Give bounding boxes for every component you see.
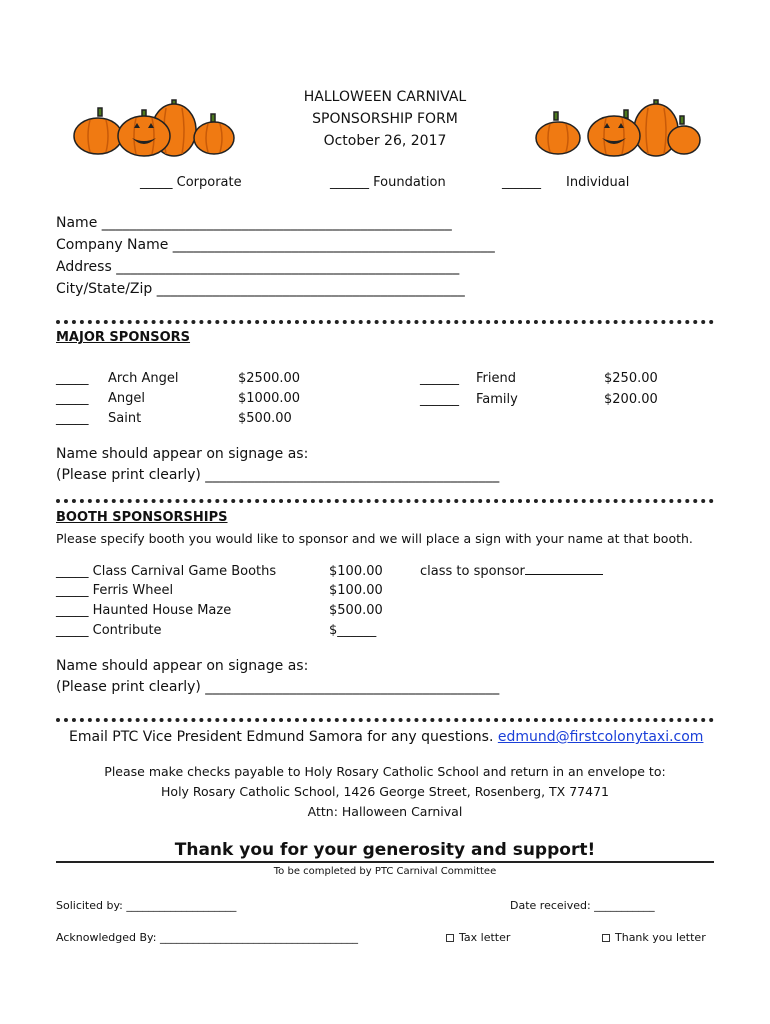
committee-note: To be completed by PTC Carnival Committee [273, 866, 497, 877]
booth-price-contribute[interactable]: $______ [329, 623, 377, 638]
major-sponsors-heading: MAJOR SPONSORS [56, 330, 191, 345]
tax-letter-label: Tax letter [459, 931, 511, 944]
corporate-option[interactable]: _____ Corporate [140, 175, 242, 190]
checks-payable-line: Please make checks payable to Holy Rosary Catholic School and return in an envelope to: [104, 764, 666, 779]
email-link[interactable]: edmund@firstcolonytaxi.com [497, 729, 704, 745]
friend-label: Friend [476, 371, 516, 386]
saint-label: Saint [108, 411, 142, 426]
tax-letter-option[interactable] [446, 931, 510, 944]
saint-price: $500.00 [238, 411, 292, 426]
section-divider [56, 718, 714, 722]
class-to-sponsor-label: class to sponsor [420, 564, 525, 579]
solicited-by-field[interactable]: Solicited by: ____________________ [56, 899, 237, 912]
booth-item-ferris-wheel[interactable]: _____ Ferris Wheel [56, 583, 174, 598]
school-address-line: Holy Rosary Catholic School, 1426 George Street, Rosenberg, TX 77471 [161, 784, 609, 799]
thank-you-letter-option[interactable] [602, 931, 706, 944]
friend-price: $250.00 [604, 371, 658, 386]
thank-you-message: Thank you for your generosity and support! [174, 840, 596, 860]
arch-angel-price: $2500.00 [238, 371, 301, 386]
booth-item-haunted-house[interactable]: _____ Haunted House Maze [56, 603, 232, 618]
company-name-field[interactable]: Company Name ______________________________________________ [56, 237, 495, 253]
booth-signage-field[interactable]: (Please print clearly) __________________________________________ [56, 679, 500, 695]
date-received-field[interactable]: Date received: ___________ [510, 899, 655, 912]
form-subtitle: SPONSORSHIP FORM [312, 111, 458, 127]
pumpkins-left-illustration [68, 98, 238, 158]
attention-line: Attn: Halloween Carnival [307, 804, 463, 819]
individual-option: Individual [566, 175, 630, 190]
major-signage-field[interactable]: (Please print clearly) __________________________________________ [56, 467, 500, 483]
form-title: HALLOWEEN CARNIVAL [303, 89, 467, 105]
booth-price-haunted-house: $500.00 [329, 603, 383, 618]
angel-price: $1000.00 [238, 391, 301, 406]
arch-angel-blank[interactable]: _____ [56, 371, 89, 386]
family-blank[interactable]: ______ [420, 392, 459, 407]
individual-blank[interactable]: ______ [502, 175, 541, 190]
name-field[interactable]: Name __________________________________________________ [56, 215, 452, 231]
angel-blank[interactable]: _____ [56, 391, 89, 406]
booth-item-contribute[interactable]: _____ Contribute [56, 623, 162, 638]
major-signage-label: Name should appear on signage as: [56, 446, 309, 462]
friend-blank[interactable]: ______ [420, 371, 459, 386]
foundation-option[interactable]: ______ Foundation [330, 175, 446, 190]
address-field[interactable]: Address _________________________________________________ [56, 259, 460, 275]
arch-angel-label: Arch Angel [108, 371, 179, 386]
pumpkins-right-illustration [534, 98, 704, 158]
saint-blank[interactable]: _____ [56, 411, 89, 426]
booth-item-game-booths[interactable]: _____ Class Carnival Game Booths [56, 564, 277, 579]
thank-you-rule [56, 861, 714, 863]
family-label: Family [476, 392, 518, 407]
city-state-zip-field[interactable]: City/State/Zip ____________________________________________ [56, 281, 465, 297]
booth-price-ferris-wheel: $100.00 [329, 583, 383, 598]
acknowledged-by-field[interactable]: Acknowledged By: ____________________________________ [56, 931, 358, 944]
booth-instructions: Please specify booth you would like to sponsor and we will place a sign with your name at that booth. [56, 531, 693, 546]
family-price: $200.00 [604, 392, 658, 407]
class-to-sponsor-field[interactable] [420, 564, 603, 579]
angel-label: Angel [108, 391, 145, 406]
event-date: October 26, 2017 [323, 133, 447, 149]
thank-you-letter-label: Thank you letter [615, 931, 706, 944]
booth-price-game-booths: $100.00 [329, 564, 383, 579]
booth-sponsorships-heading: BOOTH SPONSORSHIPS [56, 510, 228, 525]
section-divider [56, 320, 714, 324]
tax-letter-checkbox[interactable] [446, 934, 454, 942]
contact-line [69, 729, 703, 745]
thank-you-letter-checkbox[interactable] [602, 934, 610, 942]
contact-text: Email PTC Vice President Edmund Samora for any questions. [69, 729, 494, 745]
section-divider [56, 499, 714, 503]
booth-signage-label: Name should appear on signage as: [56, 658, 309, 674]
